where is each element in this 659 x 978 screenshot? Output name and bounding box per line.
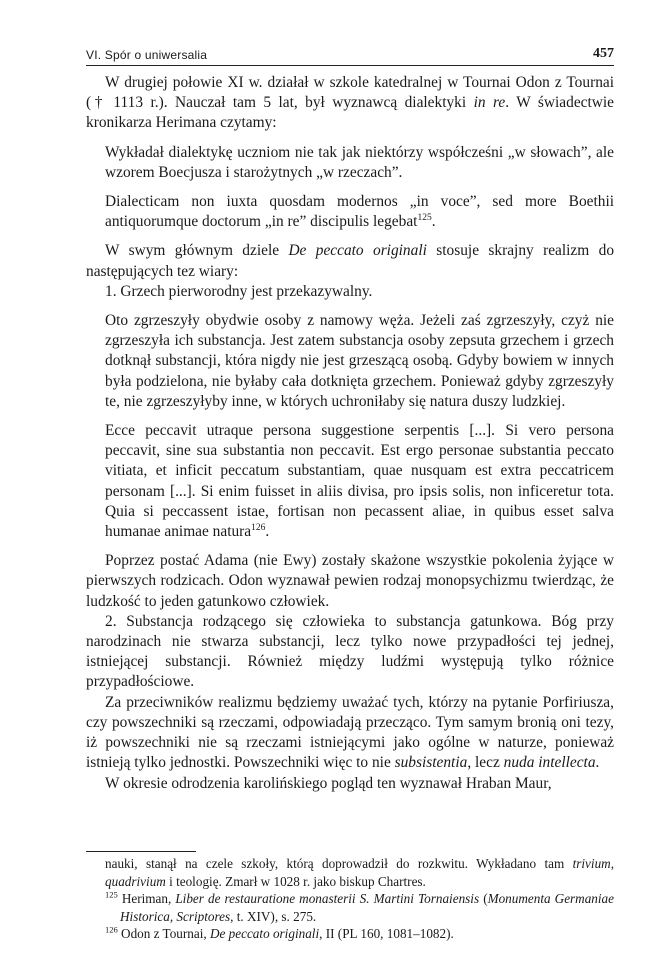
paragraph-6: W okresie odrodzenia karolińskiego pogląd ten wyznawał Hraban Maur, xyxy=(105,774,552,792)
text-span: Za przeciwników realizmu będziemy uważać tych, którzy na pytanie Porfiriusza, czy powszechniki są rzeczami, odpowiadają przecząco. Tym samym bronią oni tezy, iż powszechniki nie są rzeczami istniejącymi jako ogólne w naturze, ponieważ istnieją tylko jednostki. Powszechniki więc to nie xyxy=(86,693,614,772)
paragraph-4: 2. Substancja rodzącego się człowieka to substancja gatunkowa. Bóg przy narodzinach nie stwarza substancji, lecz tylko nowe przypadłości tej jednej, istniejącej substancji. Również między ludźmi występują tylko różnice przypadłościowe. xyxy=(86,612,614,691)
text-span: i teologię. Zmarł w 1028 r. jako biskup Chartres. xyxy=(165,873,426,889)
text-span: , t. XIV), s. 275. xyxy=(230,908,317,924)
italic-term: trivium xyxy=(572,856,611,871)
thesis-1: 1. Grzech pierworodny jest przekazywalny. xyxy=(105,282,373,300)
text-span: Ecce peccavit utraque persona suggestione serpentis [...]. Si vero persona peccavit, sine sua substantia non peccavit. Est ergo personae substantia peccato vitiata, et inficit peccatum substantiam, quae nusquam est extra peccatricem personam [...]. Si enim fuisset in aliis divisa, pro ipsis solis, non inficeretur tota. Quia si peccassent istae, fortisan non pecassent aliae, in quibus esset salva humanae animae natura xyxy=(105,422,614,541)
italic-term: nuda intellecta xyxy=(503,754,596,772)
paragraph-5 xyxy=(86,693,614,774)
footnote-continuation xyxy=(86,855,614,890)
footnote-divider xyxy=(86,851,196,852)
quote-polish-1: Wykładał dialektykę uczniom nie tak jak niektórzy współcześni „w słowach”, ale wzorem Boecjusza i starożytnych „w rzeczach”. xyxy=(105,143,614,181)
text-span: stosuje skrajny realizm do następujących tez wiary: xyxy=(86,242,615,280)
italic-term: in re xyxy=(473,94,506,112)
text-span: , lecz xyxy=(467,754,504,772)
paragraph-1 xyxy=(86,73,614,134)
text-span: W swym głównym dziele xyxy=(105,242,289,260)
italic-title: Liber de restauratione monasterii S. Martini Tornaiensis xyxy=(175,891,480,907)
text-span: ( xyxy=(479,891,488,907)
footnotes xyxy=(86,851,614,943)
footnote-126 xyxy=(86,925,614,943)
footnote-ref-126[interactable]: 126 xyxy=(251,522,266,533)
paragraph-2 xyxy=(86,241,614,281)
page-content xyxy=(86,40,614,794)
italic-title: De peccato originali xyxy=(209,926,320,942)
page-number: 457 xyxy=(593,46,614,61)
quote-latin-1 xyxy=(105,192,614,232)
text-span: nauki, stanął na czele szkoły, którą doprowadził do rozkwitu. Wykładano tam xyxy=(105,856,573,871)
text-span: . xyxy=(595,754,600,772)
text-span: . xyxy=(431,213,436,231)
footnote-number: 125 xyxy=(105,889,118,900)
text-span: Heriman, xyxy=(117,891,176,907)
italic-term: subsistentia xyxy=(394,754,468,772)
text-span: , II (PL 160, 1081–1082). xyxy=(319,926,454,942)
chapter-title: VI. Spór o uniwersalia xyxy=(86,48,208,62)
paragraph-3: Poprzez postać Adama (nie Ewy) zostały skażone wszystkie pokolenia żyjące w pierwszych rodzicach. Odon wyznawał pewien rodzaj monopsychizmu twierdząc, że ludzkość to jeden gatunkowo człowiek. xyxy=(86,552,614,610)
text-span: Odon z Tournai, xyxy=(117,926,210,942)
text-span: . xyxy=(265,523,270,541)
italic-title: De peccato originali xyxy=(288,242,427,260)
footnote-ref-125[interactable]: 125 xyxy=(417,213,432,224)
text-span: , xyxy=(610,856,614,871)
footnote-number: 126 xyxy=(105,924,118,935)
text-span: W drugiej połowie XI w. działał w szkole katedralnej w Tournai Odon z Tournai († 1113 r.). Nauczał tam 5 lat, był wyznawcą dialektyki xyxy=(86,74,614,112)
quote-polish-2: Oto zgrzeszyły obydwie osoby z namowy węża. Jeżeli zaś zgrzeszyły, czyż nie zgrzeszyła ich substancja. Jest zatem substancja osoby zepsuta grzechem i grzech dotknął substancji, która nigdy nie jest grzeszącą osobą. Gdyby bowiem w innych była podzielona, nie byłaby cała dotknięta grzechem. Ponieważ gdyby zgrzeszyły te, nie zgrzeszyłyby inne, w których uchroniłaby się natura duszy ludzkiej. xyxy=(105,312,614,410)
running-header xyxy=(86,40,614,66)
quote-latin-2 xyxy=(105,421,614,542)
text-span: . W świadectwie kronikarza Herimana czytamy: xyxy=(86,94,614,132)
main-text xyxy=(86,73,614,794)
italic-term: quadrivium xyxy=(105,873,166,889)
text-span: Dialecticam non iuxta quosdam modernos „in voce”, sed more Boethii antiquorumque doctorum „in re” discipulis legebat xyxy=(105,193,614,231)
italic-title: Monumenta Germaniae Historica, Scriptores xyxy=(120,891,614,924)
footnote-125 xyxy=(86,890,614,925)
